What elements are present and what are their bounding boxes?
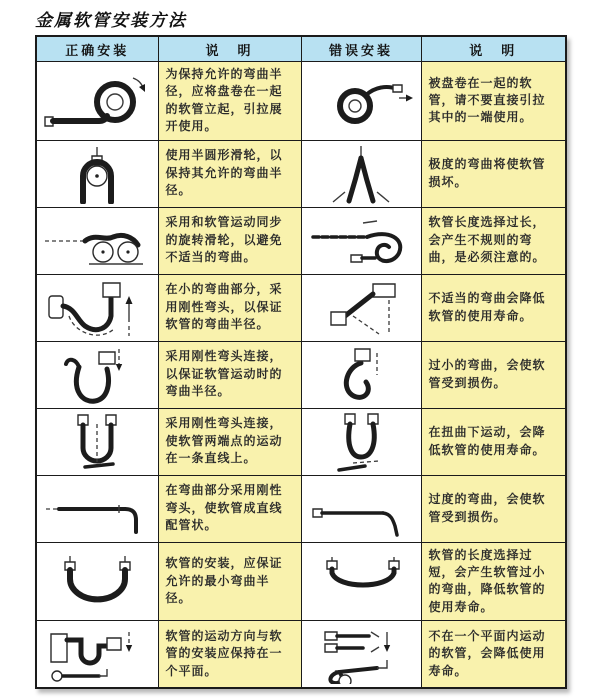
table-row [36,62,566,141]
wrong-image-cell [301,140,421,207]
wrong-description: 软管长度选择过长，会产生不规则的弯曲，是必须注意的。 [421,207,566,274]
wrong-description: 在扭曲下运动，会降低软管的使用寿命。 [421,408,566,475]
wrong-description: 不适当的弯曲会降低软管的使用寿命。 [421,274,566,341]
wrong-description: 过小的弯曲，会使软管受到损伤。 [421,341,566,408]
hose-too-small-bend-hook-icon [305,345,417,405]
correct-image-cell [36,140,158,207]
wrong-image-cell [301,475,421,542]
correct-description: 采用刚性弯头连接，使软管两端点的运动在一条直线上。 [158,408,301,475]
coiled-hose-pulled-from-end-icon [305,66,417,136]
wrong-image-cell [301,207,421,274]
hose-motion-out-of-plane-icon [305,624,417,684]
correct-image-cell [36,207,158,274]
installation-method-table [35,35,567,689]
coiled-hose-unrolled-flat-icon [41,66,153,136]
correct-image-cell [36,62,158,141]
wrong-description: 软管的长度选择过短，会产生软管过小的弯曲，降低软管的使用寿命。 [421,542,566,621]
wrong-image-cell [301,408,421,475]
header-correct-description: 说 明 [158,36,301,62]
wrong-image-cell [301,274,421,341]
hose-irregular-loop-icon [305,211,417,271]
hose-over-bent-elbow-icon [305,479,417,539]
correct-description: 为保持允许的弯曲半径，应将盘卷在一起的软管立起，引拉展开使用。 [158,62,301,141]
correct-description: 在弯曲部分采用刚性弯头，使软管成直线配管状。 [158,475,301,542]
correct-image-cell [36,475,158,542]
correct-description: 软管的运动方向与软管的安装应保持在一个平面。 [158,621,301,688]
table-row [36,475,566,542]
straight-hose-with-rigid-elbow-icon [41,479,153,539]
u-hose-ends-inline-motion-icon [41,412,153,472]
correct-description: 软管的安装，应保证允许的最小弯曲半径。 [158,542,301,621]
correct-image-cell [36,408,158,475]
correct-image-cell [36,621,158,688]
rigid-elbow-connection-u-hose-icon [41,345,153,405]
correct-description: 使用半圆形滑轮，以保持其允许的弯曲半径。 [158,140,301,207]
rigid-elbow-at-small-bend-icon [41,278,153,338]
hose-over-semicircular-pulley-icon [41,144,153,204]
header-row [36,36,566,62]
page-title: 金属软管安装方法 [35,11,187,31]
correct-image-cell [36,542,158,621]
wrong-image-cell [301,542,421,621]
table-row [36,274,566,341]
wrong-description: 被盘卷在一起的软管，请不要直接引拉其中的一端使用。 [421,62,566,141]
header-correct-install: 正确安装 [36,36,158,62]
correct-image-cell [36,341,158,408]
table-row [36,621,566,688]
table-row [36,408,566,475]
hose-extreme-pinched-bend-icon [305,144,417,204]
table-row [36,542,566,621]
correct-image-cell [36,274,158,341]
wrong-image-cell [301,621,421,688]
wrong-image-cell [301,62,421,141]
header-wrong-description: 说 明 [421,36,566,62]
header-wrong-install: 错误安装 [301,36,421,62]
u-hose-too-short-icon [305,551,417,611]
u-hose-minimum-bend-radius-icon [41,551,153,611]
hose-with-synchronized-rollers-icon [41,211,153,271]
wrong-description: 过度的弯曲，会使软管受到损伤。 [421,475,566,542]
wrong-description: 不在一个平面内运动的软管，会降低使用寿命。 [421,621,566,688]
table-row [36,140,566,207]
u-hose-twisted-motion-icon [305,412,417,472]
hose-improper-sharp-bend-icon [305,278,417,338]
table-row [36,341,566,408]
correct-description: 采用和软管运动同步的旋转滑轮，以避免不适当的弯曲。 [158,207,301,274]
table-row [36,207,566,274]
hose-motion-in-one-plane-icon [41,624,153,684]
wrong-image-cell [301,341,421,408]
correct-description: 在小的弯曲部分，采用刚性弯头，以保证软管的弯曲半径。 [158,274,301,341]
wrong-description: 极度的弯曲将使软管损坏。 [421,140,566,207]
correct-description: 采用刚性弯头连接，以保证软管运动时的弯曲半径。 [158,341,301,408]
